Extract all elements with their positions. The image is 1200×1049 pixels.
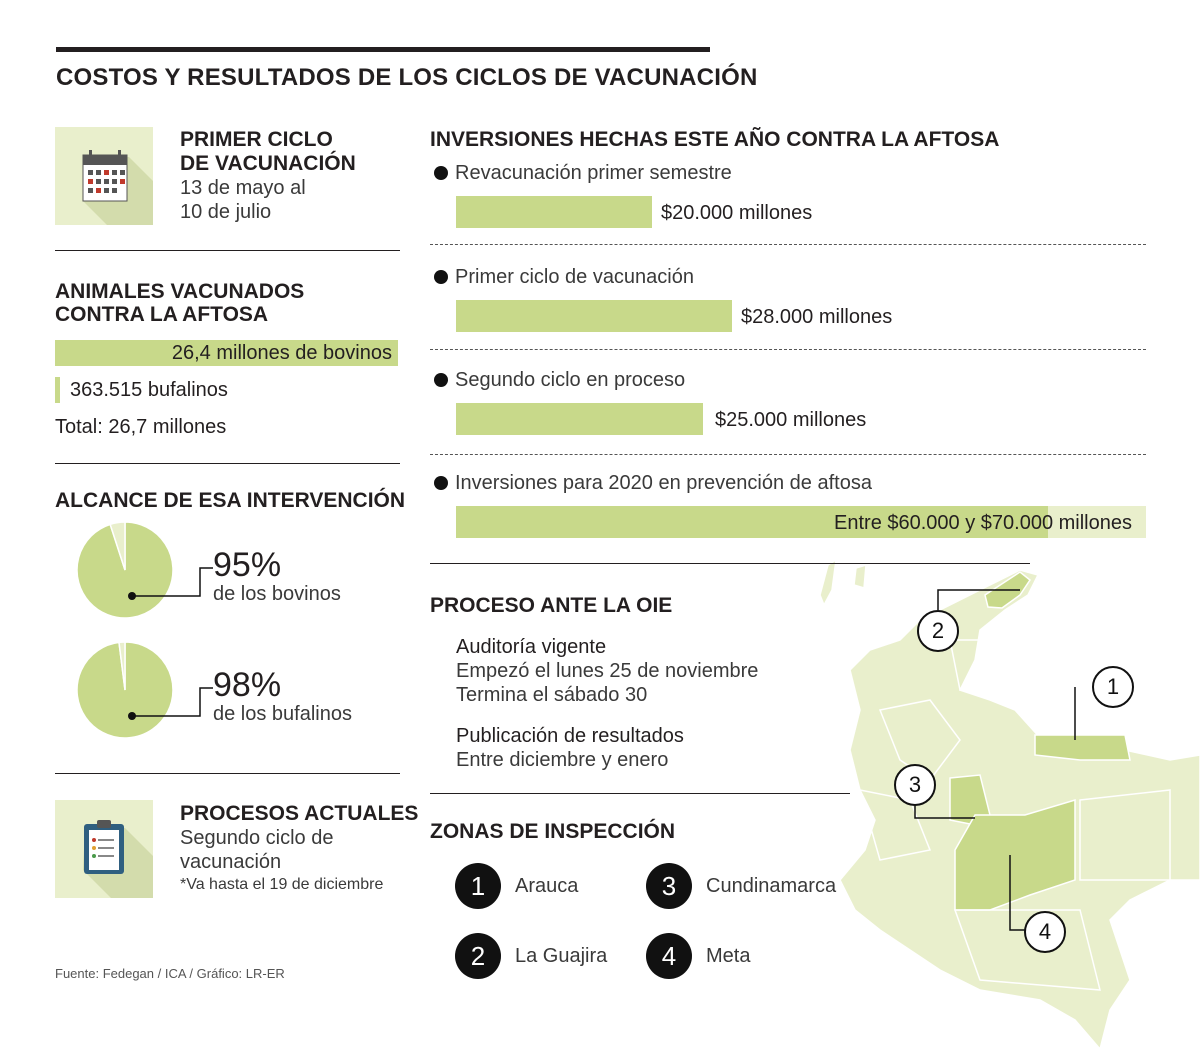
pie-charts — [70, 520, 220, 760]
inversion-bar-1 — [456, 196, 652, 228]
pie-bufalinos — [77, 642, 173, 738]
inversion-value-1: $20.000 millones — [661, 202, 813, 224]
pie-bufalinos-dot — [128, 712, 136, 720]
inversion-bar-3 — [456, 403, 703, 435]
animales-total: Total: 26,7 millones — [55, 416, 227, 438]
alcance-heading: ALCANCE DE ESA INTERVENCIÓN — [55, 489, 406, 512]
procesos-note: *Va hasta el 19 de diciembre — [180, 876, 384, 893]
source-note: Fuente: Fedegan / ICA / Gráfico: LR-ER — [55, 966, 285, 981]
bovinos-percent-label: de los bovinos — [213, 583, 341, 605]
map-marker-1: 1 — [1092, 666, 1134, 708]
dashed-divider — [430, 244, 1146, 245]
map-marker-3: 3 — [894, 764, 936, 806]
bovinos-label: 26,4 millones de bovinos — [171, 342, 392, 364]
procesos-line-2: vacunación — [180, 851, 282, 873]
auditoria-line-1: Empezó el lunes 25 de noviembre — [456, 660, 759, 682]
clipboard-icon — [55, 800, 153, 898]
zonas-heading: ZONAS DE INSPECCIÓN — [430, 820, 676, 843]
providencia-island — [854, 565, 866, 588]
bufalinos-bar — [55, 377, 60, 403]
zona-4-number: 4 — [646, 933, 692, 979]
zona-4-name: Meta — [706, 945, 751, 967]
pie-bovinos-dot — [128, 592, 136, 600]
primer-ciclo-heading-2: DE VACUNACIÓN — [180, 152, 356, 175]
animales-heading-2: CONTRA LA AFTOSA — [55, 303, 269, 326]
zona-1-name: Arauca — [515, 875, 579, 897]
divider — [55, 463, 400, 464]
clipboard-icon-box — [55, 800, 153, 898]
bullet — [434, 476, 448, 490]
dashed-divider — [430, 454, 1146, 455]
bullet — [434, 270, 448, 284]
procesos-line-1: Segundo ciclo de — [180, 827, 334, 849]
procesos-heading: PROCESOS ACTUALES — [180, 802, 419, 825]
colombia-map — [780, 550, 1200, 1049]
animales-heading-1: ANIMALES VACUNADOS — [55, 280, 305, 303]
divider — [430, 793, 850, 794]
divider — [430, 563, 1030, 564]
inversion-label-2: Primer ciclo de vacunación — [455, 266, 694, 288]
map-marker-4: 4 — [1024, 911, 1066, 953]
divider — [55, 773, 400, 774]
zona-1-number: 1 — [455, 863, 501, 909]
inversion-bar-2 — [456, 300, 732, 332]
arauca-region — [1035, 735, 1130, 760]
oie-heading: PROCESO ANTE LA OIE — [430, 594, 673, 617]
bufalinos-percent: 98% — [213, 666, 282, 704]
inversion-label-4: Inversiones para 2020 en prevención de aftosa — [455, 472, 872, 494]
dashed-divider — [430, 349, 1146, 350]
bullet — [434, 166, 448, 180]
publicacion-line-1: Entre diciembre y enero — [456, 749, 669, 771]
zona-2-name: La Guajira — [515, 945, 608, 967]
inversiones-heading: INVERSIONES HECHAS ESTE AÑO CONTRA LA AFTOSA — [430, 128, 1000, 151]
bullet — [434, 373, 448, 387]
inversion-value-3: $25.000 millones — [715, 409, 867, 431]
primer-ciclo-heading-1: PRIMER CICLO — [180, 128, 333, 151]
zona-3-number: 3 — [646, 863, 692, 909]
primer-ciclo-dates-2: 10 de julio — [180, 201, 272, 223]
publicacion-title: Publicación de resultados — [456, 725, 684, 747]
top-rule — [56, 47, 710, 52]
inversion-label-1: Revacunación primer semestre — [455, 162, 732, 184]
calendar-icon-box — [55, 127, 153, 225]
inversion-label-3: Segundo ciclo en proceso — [455, 369, 686, 391]
page-title: COSTOS Y RESULTADOS DE LOS CICLOS DE VACUNACIÓN — [56, 64, 758, 91]
inversion-value-2: $28.000 millones — [741, 306, 893, 328]
divider — [55, 250, 400, 251]
auditoria-line-2: Termina el sábado 30 — [456, 684, 648, 706]
primer-ciclo-dates-1: 13 de mayo al — [180, 177, 306, 199]
map-marker-2: 2 — [917, 610, 959, 652]
san-andres-island — [820, 560, 836, 605]
mainland — [840, 570, 1200, 1049]
bufalinos-label: 363.515 bufalinos — [70, 379, 228, 401]
calendar-icon — [55, 127, 153, 225]
auditoria-title: Auditoría vigente — [456, 636, 607, 658]
bufalinos-percent-label: de los bufalinos — [213, 703, 352, 725]
inversion-value-4: Entre $60.000 y $70.000 millones — [834, 512, 1132, 534]
bovinos-percent: 95% — [213, 546, 282, 584]
pie-bovinos — [77, 522, 173, 618]
zona-2-number: 2 — [455, 933, 501, 979]
zona-3-name: Cundinamarca — [706, 875, 837, 897]
